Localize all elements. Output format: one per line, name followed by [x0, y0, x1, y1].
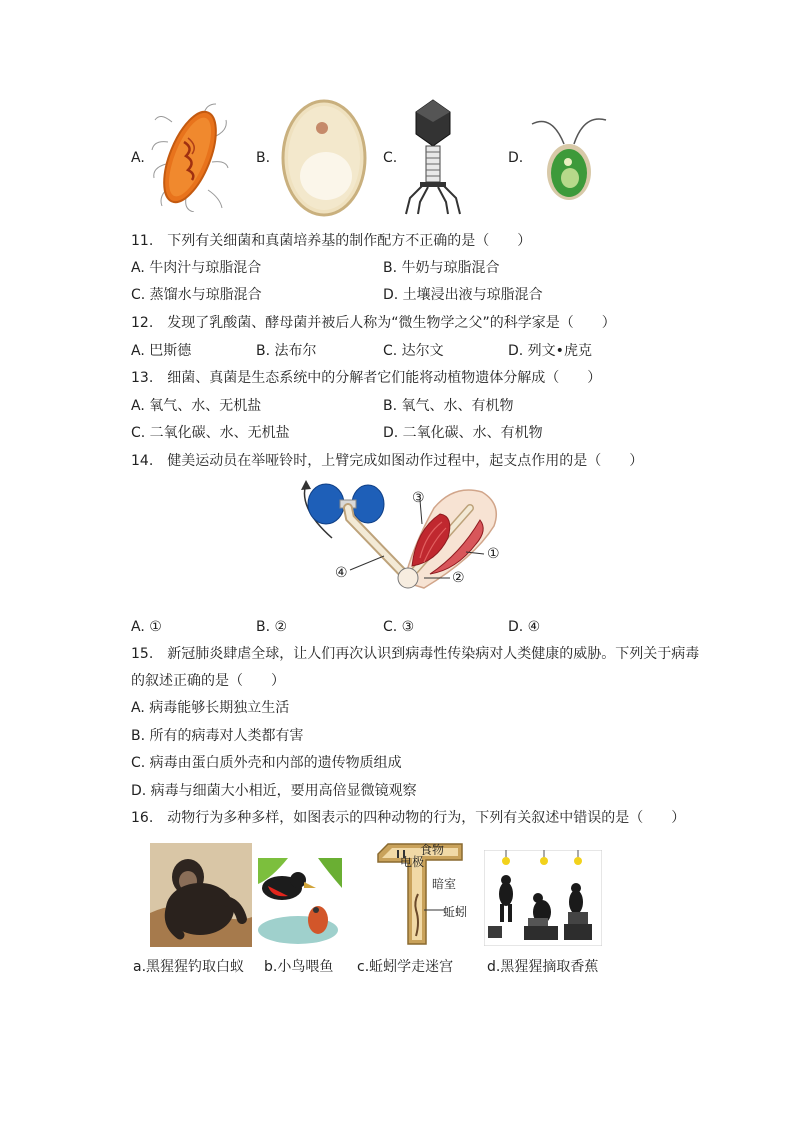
q14-option-a[interactable]: A. ①	[131, 619, 162, 635]
q14-label-2: ②	[452, 570, 465, 586]
q13-option-b[interactable]: B. 氧气、水、有机物	[383, 398, 514, 414]
maze-pointer	[424, 905, 446, 915]
q12-option-a[interactable]: A. 巴斯德	[131, 343, 192, 359]
q16-caption-b: b.小鸟喂鱼	[264, 959, 334, 975]
q16-caption-a: a.黑猩猩钓取白蚁	[133, 959, 245, 975]
q12-option-b[interactable]: B. 法布尔	[256, 343, 317, 359]
maze-label-earthworm: 蚯蚓	[443, 905, 468, 919]
q12-option-c[interactable]: C. 达尔文	[383, 343, 444, 359]
q11-stem: 11. 下列有关细菌和真菌培养基的制作配方不正确的是（ ）	[131, 233, 532, 249]
q14-label-3: ③	[412, 490, 425, 506]
chimpanzee-bananas-image	[484, 850, 602, 946]
q11-option-a[interactable]: A. 牛肉汁与琼脂混合	[131, 260, 262, 276]
q15-option-b[interactable]: B. 所有的病毒对人类都有害	[131, 728, 304, 744]
maze-label-dark-room: 暗室	[432, 877, 457, 891]
q15-option-d[interactable]: D. 病毒与细菌大小相近，要用高倍显微镜观察	[131, 783, 417, 799]
q16-caption-c: c.蚯蚓学走迷宫	[357, 959, 454, 975]
euglena-image	[528, 110, 610, 202]
q14-stem: 14. 健美运动员在举哑铃时，上臂完成如图动作过程中，起支点作用的是（ ）	[131, 453, 644, 469]
bird-feeding-fish-image	[258, 858, 342, 946]
q14-label-4: ④	[335, 565, 348, 581]
arm-dumbbell-diagram	[284, 478, 514, 596]
q14-option-c[interactable]: C. ③	[383, 619, 415, 635]
q14-option-d[interactable]: D. ④	[508, 619, 541, 635]
q10-option-c-label: C.	[383, 150, 398, 166]
q16-stem: 16. 动物行为多种多样，如图表示的四种动物的行为，下列有关叙述中错误的是（ ）	[131, 810, 686, 826]
q13-stem: 13. 细菌、真菌是生态系统中的分解者它们能将动植物遗体分解成（ ）	[131, 370, 602, 386]
bacteriophage-image	[402, 98, 464, 216]
q13-option-a[interactable]: A. 氧气、水、无机盐	[131, 398, 262, 414]
yeast-cell-image	[280, 98, 368, 218]
q13-option-c[interactable]: C. 二氧化碳、水、无机盐	[131, 425, 290, 441]
q16-caption-d: d.黑猩猩摘取香蕉	[487, 959, 599, 975]
q15-option-c[interactable]: C. 病毒由蛋白质外壳和内部的遗传物质组成	[131, 755, 402, 771]
q15-option-a[interactable]: A. 病毒能够长期独立生活	[131, 700, 290, 716]
q11-option-d[interactable]: D. 土壤浸出液与琼脂混合	[383, 287, 543, 303]
q10-option-a-label: A.	[131, 150, 145, 166]
q11-option-b[interactable]: B. 牛奶与琼脂混合	[383, 260, 500, 276]
bacterium-image	[150, 102, 230, 212]
q14-option-b[interactable]: B. ②	[256, 619, 288, 635]
q12-option-d[interactable]: D. 列文•虎克	[508, 343, 592, 359]
q15-stem-line1: 15. 新冠肺炎肆虐全球，让人们再次认识到病毒性传染病对人类健康的威胁。下列关于病毒	[131, 646, 700, 662]
maze-label-food: 食物	[420, 843, 445, 857]
q10-option-b-label: B.	[256, 150, 271, 166]
q11-option-c[interactable]: C. 蒸馏水与琼脂混合	[131, 287, 262, 303]
maze-label-electrode: 电极	[400, 855, 425, 869]
chimpanzee-fishing-image	[150, 843, 252, 947]
q15-stem-line2: 的叙述正确的是（ ）	[131, 673, 285, 689]
q12-stem: 12. 发现了乳酸菌、酵母菌并被后人称为“微生物学之父”的科学家是（ ）	[131, 315, 616, 331]
q13-option-d[interactable]: D. 二氧化碳、水、有机物	[383, 425, 543, 441]
q10-option-d-label: D.	[508, 150, 524, 166]
q14-label-1: ①	[487, 546, 500, 562]
